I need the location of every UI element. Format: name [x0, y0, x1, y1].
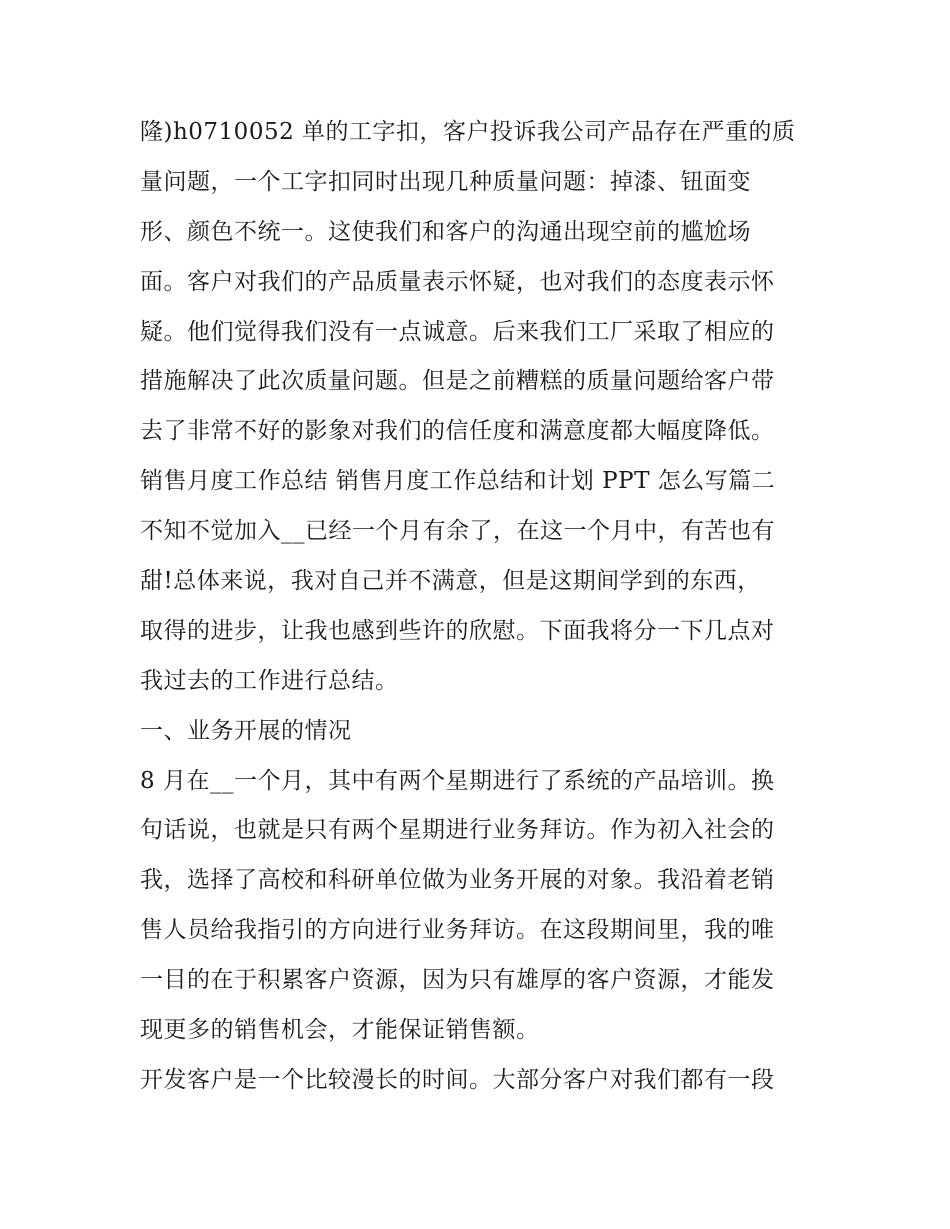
- text-line: 隆)h0710052 单的工字扣，客户投诉我公司产品存在严重的质: [140, 119, 796, 145]
- text-line: 售人员给我指引的方向进行业务拜访。在这段期间里，我的唯: [140, 917, 775, 944]
- text-line: 疑。他们觉得我们没有一点诚意。后来我们工厂采取了相应的: [140, 318, 775, 345]
- text-line: 面。客户对我们的产品质量表示怀疑，也对我们的态度表示怀: [140, 268, 775, 295]
- text-line: 开发客户是一个比较漫长的时间。大部分客户对我们都有一段: [140, 1066, 775, 1093]
- section-heading: 一、业务开展的情况: [140, 717, 352, 744]
- text-line: 甜!总体来说，我对自己并不满意，但是这期间学到的东西，: [140, 568, 761, 595]
- section-title-line: 销售月度工作总结 销售月度工作总结和计划 PPT 怎么写篇二: [140, 468, 776, 495]
- document-body: [140, 108, 820, 1106]
- text-line: 措施解决了此次质量问题。但是之前糟糕的质量问题给客户带: [140, 368, 775, 395]
- text-line: 一目的在于积累客户资源，因为只有雄厚的客户资源，才能发: [140, 967, 775, 994]
- text-line: 现更多的销售机会，才能保证销售额。: [140, 1017, 540, 1044]
- text-line: 形、颜色不统一。这使我们和客户的沟通出现空前的尴尬场: [140, 218, 751, 245]
- text-line: 8 月在__一个月，其中有两个星期进行了系统的产品培训。换: [140, 767, 775, 794]
- text-line: 量问题，一个工字扣同时出现几种质量问题：掉漆、钮面变: [140, 168, 751, 195]
- text-line: 我，选择了高校和科研单位做为业务开展的对象。我沿着老销: [140, 867, 775, 894]
- text-line: 我过去的工作进行总结。: [140, 667, 399, 694]
- text-line: 去了非常不好的影象对我们的信任度和满意度都大幅度降低。: [140, 418, 775, 445]
- text-line: 不知不觉加入__已经一个月有余了，在这一个月中，有苦也有: [140, 518, 775, 545]
- text-line: 取得的进步，让我也感到些许的欣慰。下面我将分一下几点对: [140, 617, 775, 644]
- text-line: 句话说，也就是只有两个星期进行业务拜访。作为初入社会的: [140, 817, 775, 844]
